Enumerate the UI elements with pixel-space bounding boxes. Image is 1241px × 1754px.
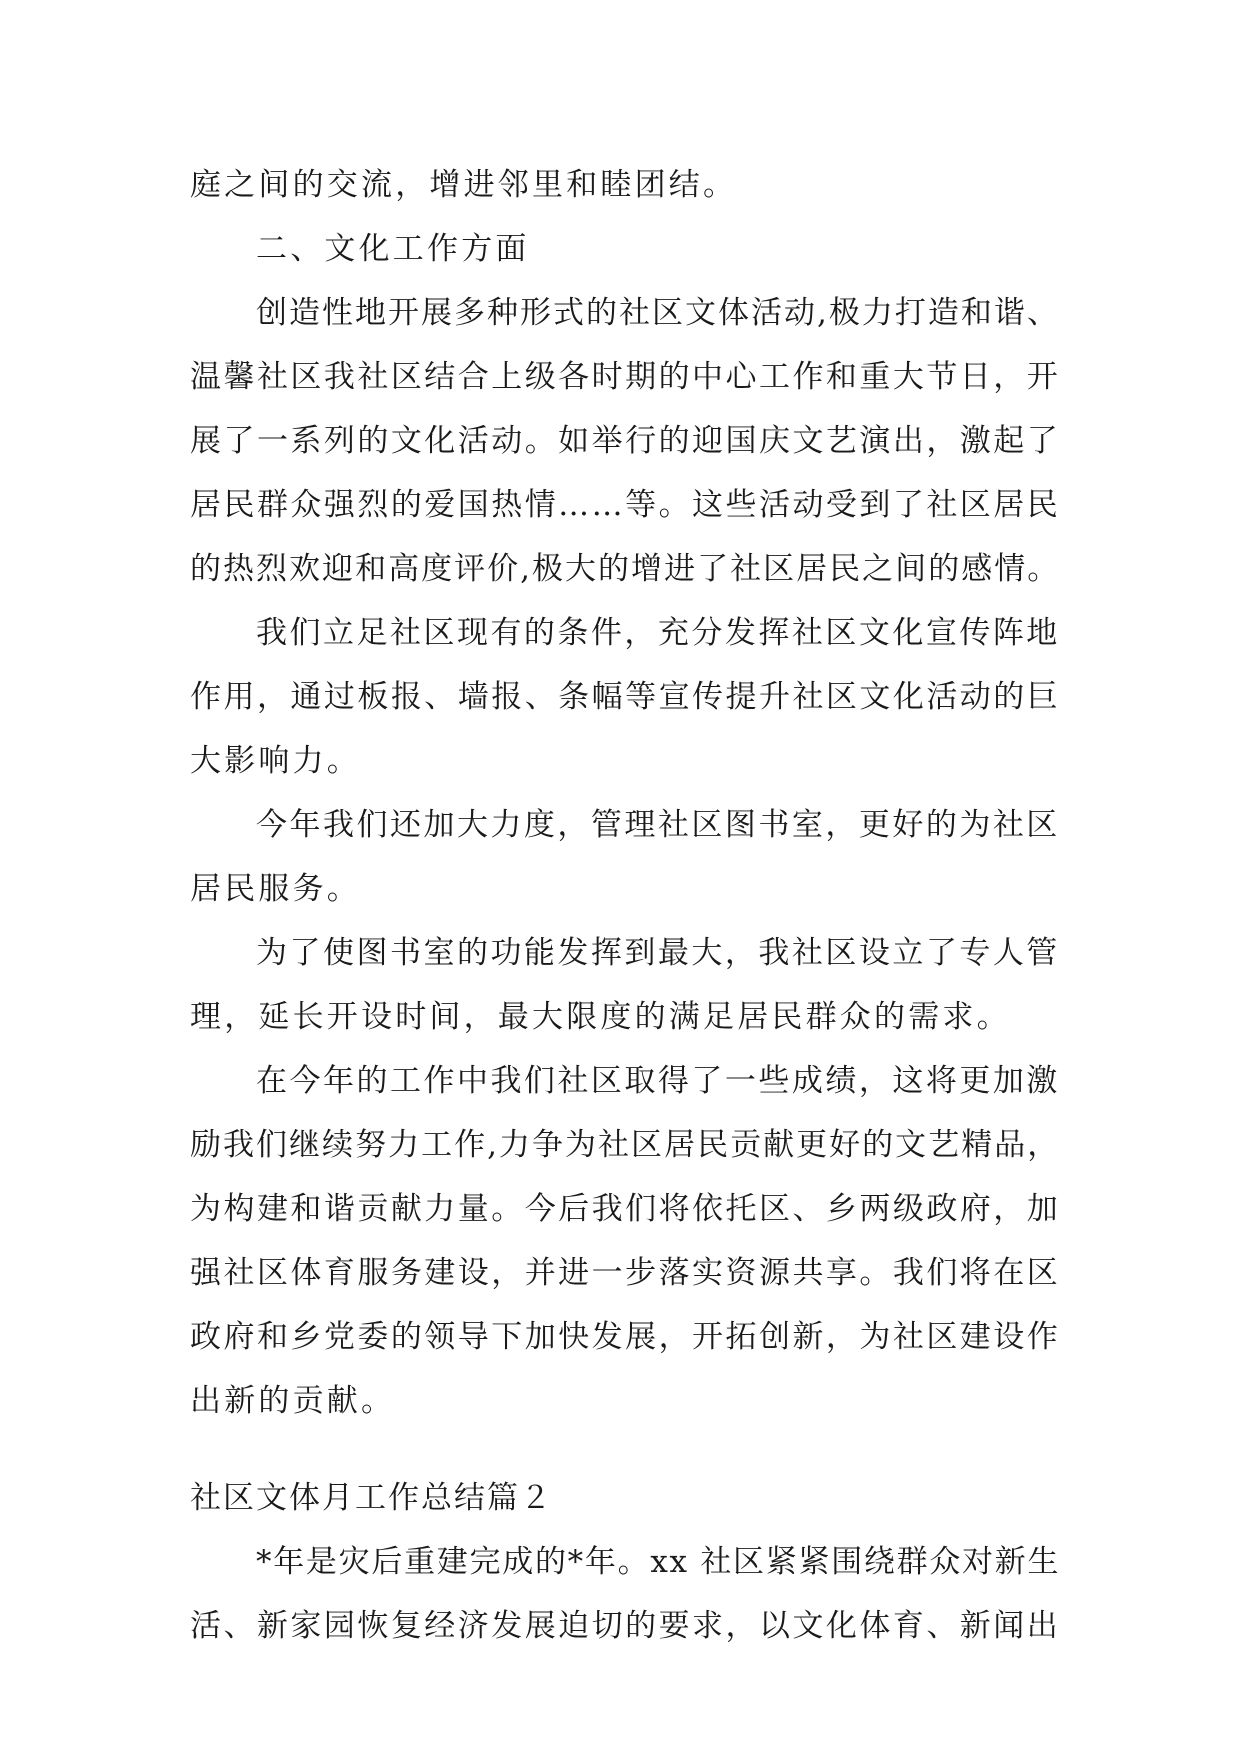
article-title: 社区文体月工作总结篇２ [190, 1480, 553, 1516]
paragraph-line: 大影响力。 [190, 743, 361, 779]
paragraph-line: 活、新家园恢复经济发展迫切的要求，以文化体育、新闻出 [190, 1608, 1061, 1644]
paragraph-line: 强社区体育服务建设，并进一步落实资源共享。我们将在区 [190, 1255, 1061, 1291]
paragraph-line: 居民服务。 [190, 871, 361, 907]
section-heading: 二、文化工作方面 [256, 231, 530, 267]
paragraph-line: 我们立足社区现有的条件，充分发挥社区文化宣传阵地 [256, 615, 1060, 651]
paragraph-line: 创造性地开展多种形式的社区文体活动,极力打造和谐、 [256, 295, 1060, 331]
paragraph-line: 出新的贡献。 [190, 1383, 396, 1419]
paragraph-line: 为构建和谐贡献力量。今后我们将依托区、乡两级政府，加 [190, 1191, 1061, 1227]
paragraph-line: 政府和乡党委的领导下加快发展，开拓创新，为社区建设作 [190, 1319, 1061, 1355]
paragraph-line: 理，延长开设时间，最大限度的满足居民群众的需求。 [190, 999, 1011, 1035]
paragraph-line: 展了一系列的文化活动。如举行的迎国庆文艺演出，激起了 [190, 423, 1061, 459]
paragraph-line: 在今年的工作中我们社区取得了一些成绩，这将更加激 [256, 1063, 1060, 1099]
paragraph-line: 为了使图书室的功能发挥到最大，我社区设立了专人管 [256, 935, 1060, 971]
paragraph-line: *年是灾后重建完成的*年。xx 社区紧紧围绕群众对新生 [256, 1544, 1061, 1580]
paragraph-line: 温馨社区我社区结合上级各时期的中心工作和重大节日，开 [190, 359, 1061, 395]
paragraph-line: 的热烈欢迎和高度评价,极大的增进了社区居民之间的感情。 [190, 551, 1061, 587]
paragraph-line: 今年我们还加大力度，管理社区图书室，更好的为社区 [256, 807, 1060, 843]
paragraph-line: 作用，通过板报、墙报、条幅等宣传提升社区文化活动的巨 [190, 679, 1061, 715]
paragraph-line: 庭之间的交流，增进邻里和睦团结。 [190, 167, 738, 203]
paragraph-line: 居民群众强烈的爱国热情……等。这些活动受到了社区居民 [190, 487, 1061, 523]
paragraph-line: 励我们继续努力工作,力争为社区居民贡献更好的文艺精品， [190, 1127, 1061, 1163]
